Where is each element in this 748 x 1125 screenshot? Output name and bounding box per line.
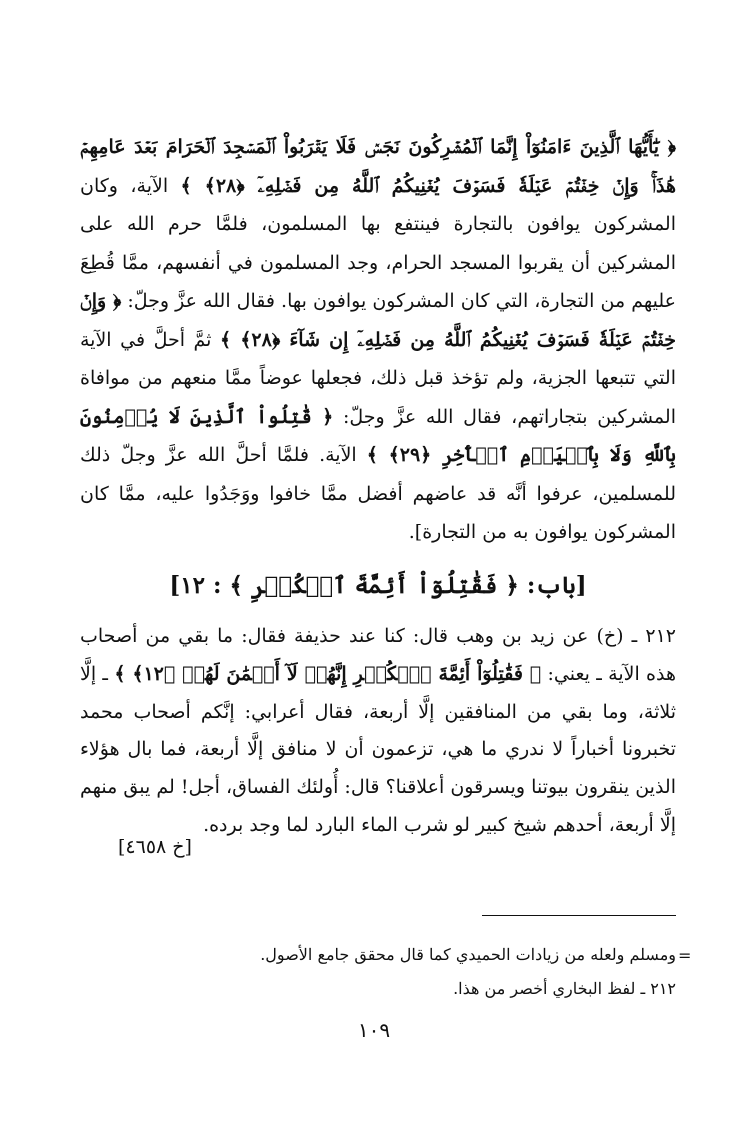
chapter-heading	[80, 566, 676, 606]
chapter-verse: ﴿ فَقَٰتِلُوٓاْ أَئِمَّةَ ٱلۡكُفۡرِ ﴾	[229, 572, 519, 599]
footnote-line: ٢١٢ ـ لفظ البخاري أخصر من هذا.	[453, 979, 676, 998]
quran-verse: ﴿ قَٰتِلُواْ ٱلَّذِينَ لَا يُؤۡمِنُونَ بِٱللَّهِ وَلَا بِٱلۡيَوۡمِ ٱلۡأٓخِرِ ﴿٢٩﴾ ﴾	[80, 405, 676, 466]
hadith-run: ـ إلَّا ثلاثة، وما بقي من المنافقين إلَّا أربعة، فقال أعرابي: إنَّكم أصحاب محمد تخبرونا أخباراً لا ندري ما هي، تزعمون أن لا منافق إلَّا أربعة، فما بال هؤلاء الذين ينقرون بيوتنا ويسرقون أعلاقنا؟ قال: أُولئك الفساق، أجل! لم يبق منهم إلَّا أربعة، أحدهم شيخ كبير لو شرب الماء البارد لما وجد برده.	[80, 662, 676, 836]
hadith-text	[80, 618, 676, 845]
commentary-run: الآية. فلمَّا أحلَّ الله عزَّ وجلّ ذلك للمسلمين، عرفوا أنَّه قد عاضهم أفضل ممَّا خافوا ووَجَدُوا عليه، ممَّا كان المشركون يوافون به من التجارة].	[80, 444, 676, 543]
footnotes	[80, 938, 676, 1006]
page-number: ١٠٩	[357, 1018, 391, 1042]
quran-verse: ﴿ فَقَٰتِلُوٓاْ أَئِمَّةَ ٱلۡكُفۡرِ إِنَّهُمۡ لَآ أَيۡمَٰنَ لَهُمۡ ﴿١٢﴾ ﴾	[114, 662, 542, 685]
hadith-paragraph	[80, 618, 676, 845]
hadith-run: ٢١٢ ـ (خ) عن زيد بن وهب قال: كنا عند حذيفة فقال: ما بقي من أصحاب هذه الآية ـ يعني:	[80, 625, 676, 685]
commentary-run: ثمَّ أحلَّ في الآية التي تتبعها الجزية، ولم تؤخذ قبل ذلك، فجعلها عوضاً ممَّا منعهم من موافاة المشركين بتجاراتهم، فقال الله عزَّ وجلّ:	[80, 328, 676, 428]
source-reference: [خ ٤٦٥٨]	[118, 836, 192, 858]
quran-verse: ﴿ يَٰٓأَيُّهَا ٱلَّذِينَ ءَامَنُوٓاْ إِنَّمَا ٱلۡمُشۡرِكُونَ نَجَسٞ فَلَا يَقۡرَبُواْ ٱلۡمَسۡجِدَ ٱلۡحَرَامَ بَعۡدَ عَامِهِمۡ هَٰذَاۚ وَإِنۡ خِفۡتُمۡ عَيۡلَةٗ فَسَوۡفَ يُغۡنِيكُمُ ٱللَّهُ مِن فَضۡلِهِۦٓ ﴿٢٨﴾ ﴾	[80, 136, 676, 197]
commentary-text	[80, 128, 676, 552]
footnote-line: ومسلم ولعله من زيادات الحميدي كما قال محقق جامع الأصول.	[260, 945, 676, 964]
footnote-divider	[482, 915, 676, 916]
quran-verse: ﴿ وَإِنۡ خِفۡتُمۡ عَيۡلَةٗ فَسَوۡفَ يُغۡنِيكُمُ ٱللَّهُ مِن فَضۡلِهِۦٓ إِن شَآءَ ﴿٢٨﴾ ﴾	[80, 290, 676, 351]
chapter-label: [باب:	[518, 572, 587, 599]
chapter-verse-number: : ١٢]	[169, 572, 230, 599]
commentary-paragraph	[80, 128, 676, 552]
commentary-run: الآية، وكان المشركون يوافون بالتجارة فينتفع بها المسلمون، فلمَّا حرم الله على المشركين أن يقربوا المسجد الحرام، وجد المسلمون في أنفسهم، ممَّا قُطِعَ عليهم من التجارة، التي كان المشركون يوافون بها. فقال الله عزَّ وجلّ:	[80, 174, 676, 312]
footnote-continuation-mark: =	[678, 946, 692, 965]
